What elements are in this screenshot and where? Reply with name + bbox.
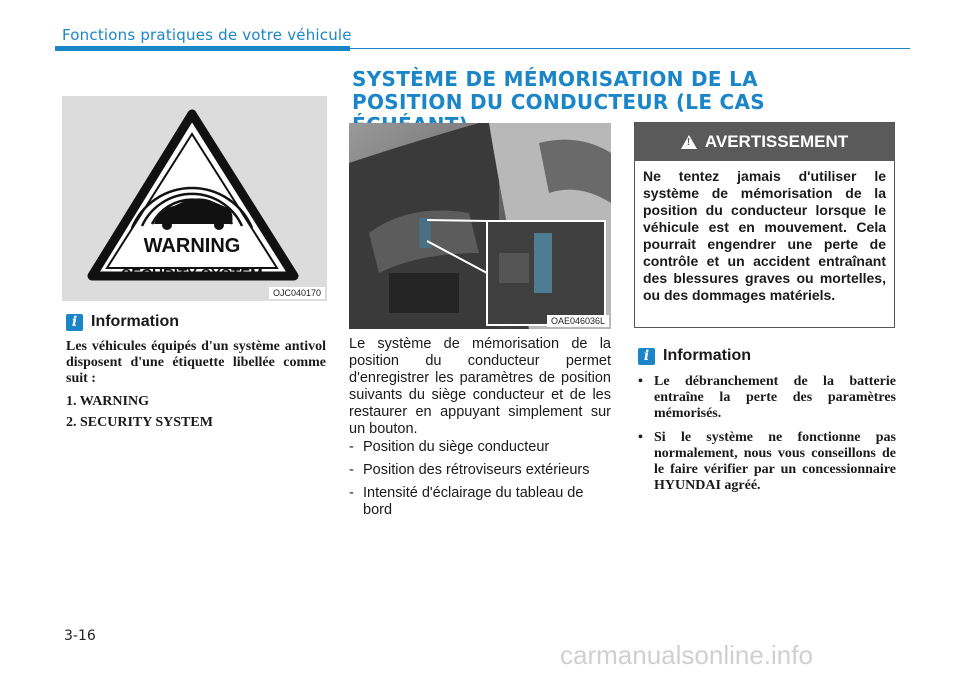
sign-security-text: SECURITY SYSTEM [121, 266, 263, 283]
image-caption: OJC040170 [269, 287, 325, 299]
memory-description: Le système de mémorisation de la position du conducteur permet d'enregistrer les paramètres de position suivants du siège conducteur et de les restaurer en appuyant simplement sur un bouton. [349, 336, 611, 437]
warning-text: Ne tentez jamais d'utiliser le système de mémorisation de la position du conducteur lorsque le véhicule est en mouvement. Cela pourrait engendrer une perte de contrôle et un accident entraînant des blessures graves ou mortelles, ou des dommages matériels. [643, 168, 886, 303]
page-number: 3-16 [64, 628, 96, 644]
image-caption: OAE046036L [547, 315, 609, 327]
list-item: • Si le système ne fonctionne pas normalement, nous vous conseillons de le faire vérifier par un concessionnaire HYUNDAI agréé. [638, 430, 896, 493]
info-text: Les véhicules équipés d'un système antivol disposent d'une étiquette libellée comme suit : [66, 339, 326, 386]
door-memory-buttons-image [349, 123, 611, 329]
memory-items-list [349, 439, 611, 519]
info-icon: i [638, 348, 655, 365]
info-item-1: 1. WARNING [66, 394, 149, 409]
warning-triangle-illustration [62, 96, 327, 301]
info-item-2: 2. SECURITY SYSTEM [66, 415, 213, 430]
security-label-image [62, 96, 327, 301]
door-panel-illustration [349, 123, 611, 329]
info-label: Information [91, 313, 179, 330]
list-item: - Position du siège conducteur [349, 439, 550, 455]
header-rule-thin [350, 48, 910, 49]
watermark: carmanualsonline.info [560, 640, 813, 670]
info-label: Information [663, 347, 751, 364]
section-title: SYSTÈME DE MÉMORISATION DE LA POSITION DU CONDUCTEUR (LE CAS [352, 67, 766, 114]
info-icon: i [66, 314, 83, 331]
info-block-right [638, 347, 896, 494]
info-block-left [66, 313, 326, 431]
warning-icon: ! [681, 135, 697, 149]
warning-box [634, 122, 895, 328]
header-rule-thick [55, 46, 350, 51]
list-item: - Intensité d'éclairage du tableau de bord [349, 485, 584, 518]
chapter-title: Fonctions pratiques de votre véhicule [62, 26, 352, 44]
warning-header [635, 123, 894, 161]
list-item: • Le débranchement de la batterie entraîne la perte des paramètres mémorisés. [638, 374, 896, 421]
sign-warning-text: WARNING [143, 235, 241, 257]
warning-title: AVERTISSEMENT [704, 132, 849, 151]
list-item: - Position des rétroviseurs extérieurs [349, 462, 590, 478]
